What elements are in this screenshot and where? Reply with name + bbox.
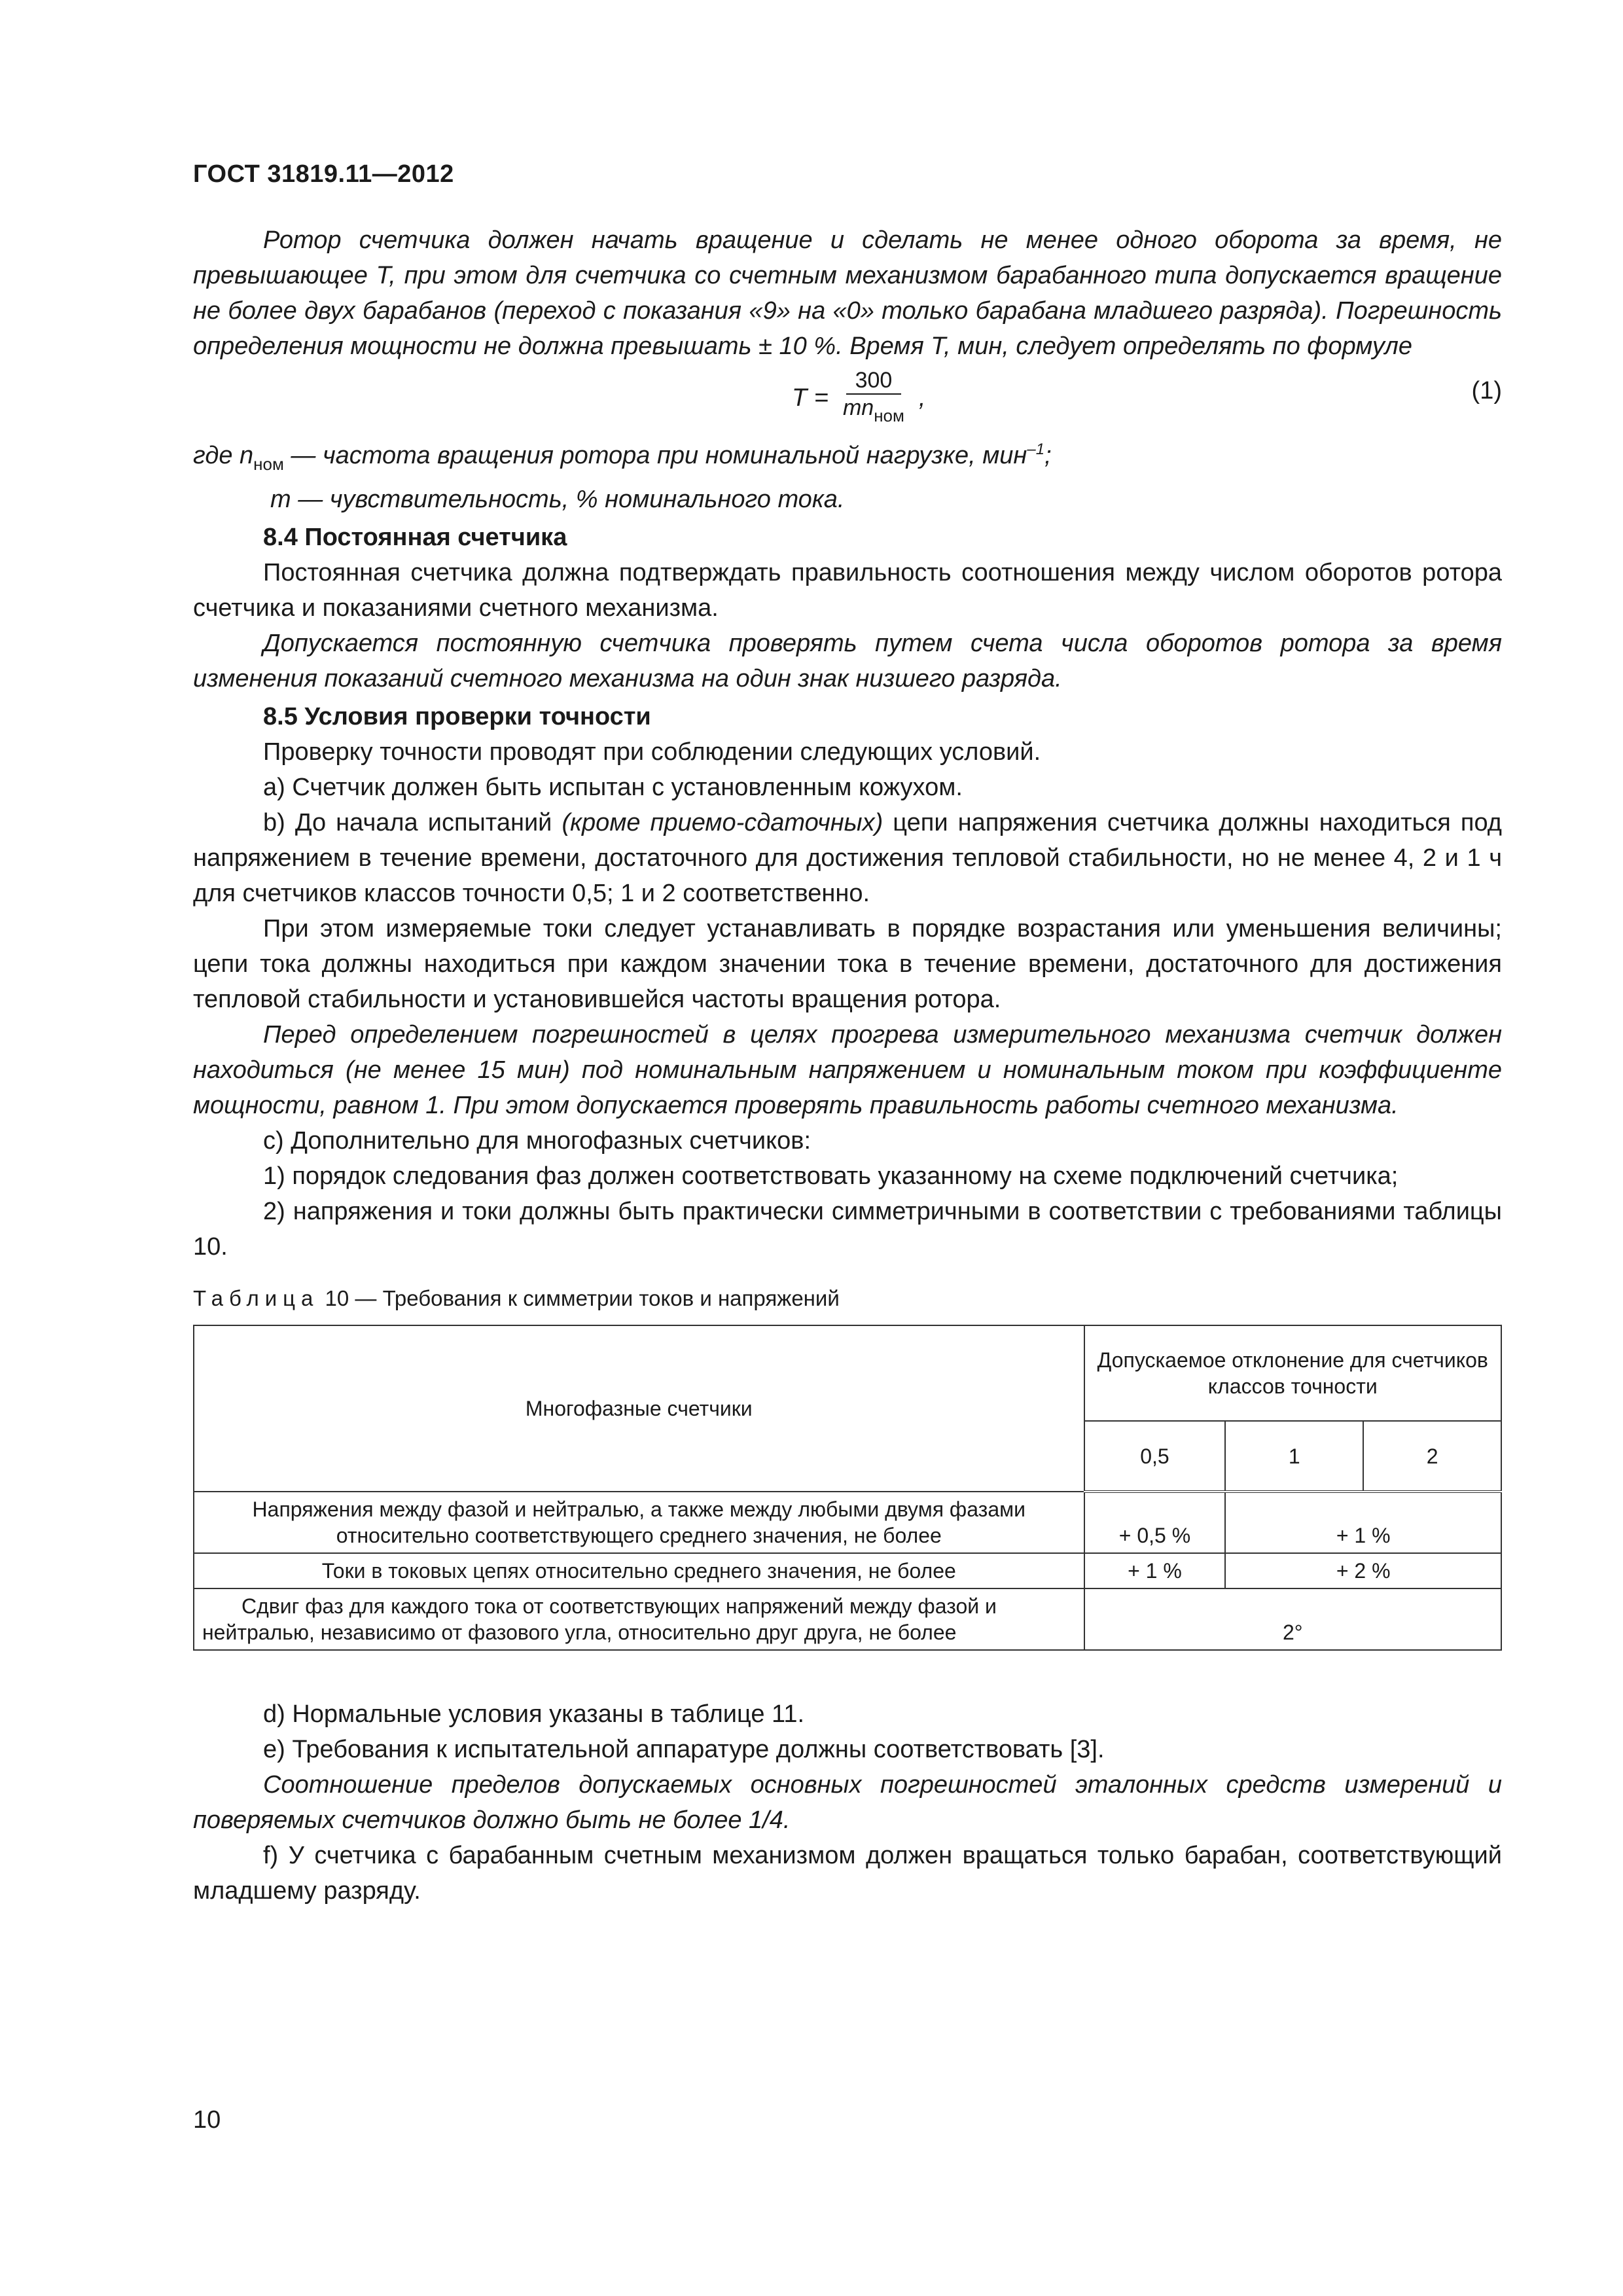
- table-row-label: Напряжения между фазой и нейтралью, а также между любыми двумя фазами относительно соответствующего среднего значения, не более: [194, 1492, 1084, 1553]
- table-row: [194, 1553, 1501, 1588]
- formula-den-main: mn: [842, 395, 874, 420]
- where-line-1: [193, 432, 1502, 482]
- paragraph-currents: При этом измеряемые токи следует устанавливать в порядке возрастания или уменьшения величины; цепи тока должны находиться при каждом значении тока в течение времени, достаточного для достижения тепловой стабильности и установившейся частоты вращения ротора.: [193, 915, 1502, 1013]
- where-prefix: где n: [193, 442, 254, 469]
- document-body: [193, 223, 1502, 1909]
- table-group-header: Допускаемое отклонение для счетчиков классов точности: [1084, 1325, 1501, 1421]
- table-class-header: 2: [1363, 1421, 1501, 1492]
- item-d: d) Нормальные условия указаны в таблице 11.: [263, 1700, 805, 1728]
- after-table-block: [193, 1696, 1502, 1909]
- item-c-1: 1) порядок следования фаз должен соответствовать указанному на схеме подключений счетчика;: [263, 1162, 1399, 1190]
- formula-trail: ,: [918, 384, 926, 412]
- table-row-label: Токи в токовых цепях относительно среднего значения, не более: [194, 1553, 1084, 1588]
- table-row: [194, 1588, 1501, 1650]
- formula-numerator: 300: [846, 367, 902, 395]
- paragraph-ratio: Соотношение пределов допускаемых основных погрешностей эталонных средств измерений и поверяемых счетчиков должно быть не более 1/4.: [193, 1771, 1502, 1834]
- table-caption-label: Таблица: [193, 1286, 319, 1310]
- table-cell: + 2 %: [1225, 1553, 1501, 1588]
- where-sub: ном: [253, 454, 284, 474]
- document-header: ГОСТ 31819.11—2012: [193, 160, 454, 188]
- table-cell: + 0,5 %: [1084, 1492, 1226, 1553]
- table-cell: + 1 %: [1225, 1492, 1501, 1553]
- where-end: ;: [1044, 442, 1052, 469]
- item-f: f) У счетчика с барабанным счетным механизмом должен вращаться только барабан, соответствующий младшему разряду.: [193, 1842, 1502, 1905]
- paragraph-rotor: Ротор счетчика должен начать вращение и сделать не менее одного оборота за время, не превышающее T, при этом для счетчика со счетным механизмом барабанного типа допускается вращение не более двух барабанов (переход с показания «9» на «0» только барабана младшего разряда). Погрешность определения мощности не должна превышать ± 10 %. Время T, мин, следует определять по формуле: [193, 226, 1502, 360]
- item-e: e) Требования к испытательной аппаратуре должны соответствовать [3].: [263, 1736, 1105, 1763]
- table-10: [193, 1325, 1502, 1651]
- table-row-label: Сдвиг фаз для каждого тока от соответствующих напряжений между фазой и нейтралью, независимо от фазового угла, относительно друг друга, не более: [194, 1588, 1084, 1650]
- formula-number: (1): [1471, 377, 1502, 404]
- where-sup: –1: [1027, 440, 1045, 458]
- item-c-2: 2) напряжения и токи должны быть практически симметричными в соответствии с требованиями таблицы 10.: [193, 1198, 1502, 1261]
- formula-1: [193, 364, 1502, 432]
- item-b: [193, 805, 1502, 911]
- table-caption-text: 10 — Требования к симметрии токов и напряжений: [319, 1286, 840, 1310]
- formula-den-sub: ном: [874, 406, 904, 425]
- formula-fraction: [834, 367, 914, 429]
- section-8-4-paragraph-2: Допускается постоянную счетчика проверять путем счета числа оборотов ротора за время изменения показаний счетного механизма на один знак низшего разряда.: [193, 630, 1502, 692]
- table-header-row-1: [194, 1325, 1501, 1421]
- item-a: a) Счетчик должен быть испытан с установленным кожухом.: [263, 774, 963, 801]
- item-b-end: цепи напряжения счетчика должны находиться под напряжением в течение времени, достаточного для достижения тепловой стабильности, но не менее 4, 2 и 1 ч для счетчиков классов точности 0,5; 1 и 2 соответственно.: [193, 809, 1502, 907]
- section-8-4-heading: 8.4 Постоянная счетчика: [263, 524, 567, 551]
- page-number: 10: [193, 2106, 221, 2134]
- section-8-5-intro: Проверку точности проводят при соблюдении следующих условий.: [263, 738, 1041, 766]
- table-class-header: 0,5: [1084, 1421, 1226, 1492]
- table-cell: + 1 %: [1084, 1553, 1226, 1588]
- item-c: c) Дополнительно для многофазных счетчиков:: [263, 1127, 812, 1155]
- where-text: — частота вращения ротора при номинальной нагрузке, мин: [283, 442, 1027, 469]
- formula-denominator: [834, 395, 914, 429]
- formula-expression: [792, 364, 925, 432]
- formula-lhs: T =: [792, 384, 829, 412]
- item-b-start: b) До начала испытаний: [263, 809, 562, 836]
- table-class-header: 1: [1225, 1421, 1363, 1492]
- paragraph-warmup: Перед определением погрешностей в целях прогрева измерительного механизма счетчик должен находиться (не менее 15 мин) под номинальным напряжением и номинальным током при коэффициенте мощности, равном 1. При этом допускается проверять правильность работы счетного механизма.: [193, 1021, 1502, 1119]
- where-line-2: m — чувствительность, % номинального тока.: [270, 486, 845, 513]
- table-cell: 2°: [1084, 1588, 1501, 1650]
- item-b-italic: (кроме приемо-сдаточных): [562, 809, 883, 836]
- section-8-4-paragraph-1: Постоянная счетчика должна подтверждать правильность соотношения между числом оборотов ротора счетчика и показаниями счетного механизма.: [193, 559, 1502, 622]
- table-col-header: Многофазные счетчики: [194, 1325, 1084, 1492]
- table-row: [194, 1492, 1501, 1553]
- section-8-5-heading: 8.5 Условия проверки точности: [263, 703, 651, 730]
- table-10-caption: [193, 1284, 1502, 1313]
